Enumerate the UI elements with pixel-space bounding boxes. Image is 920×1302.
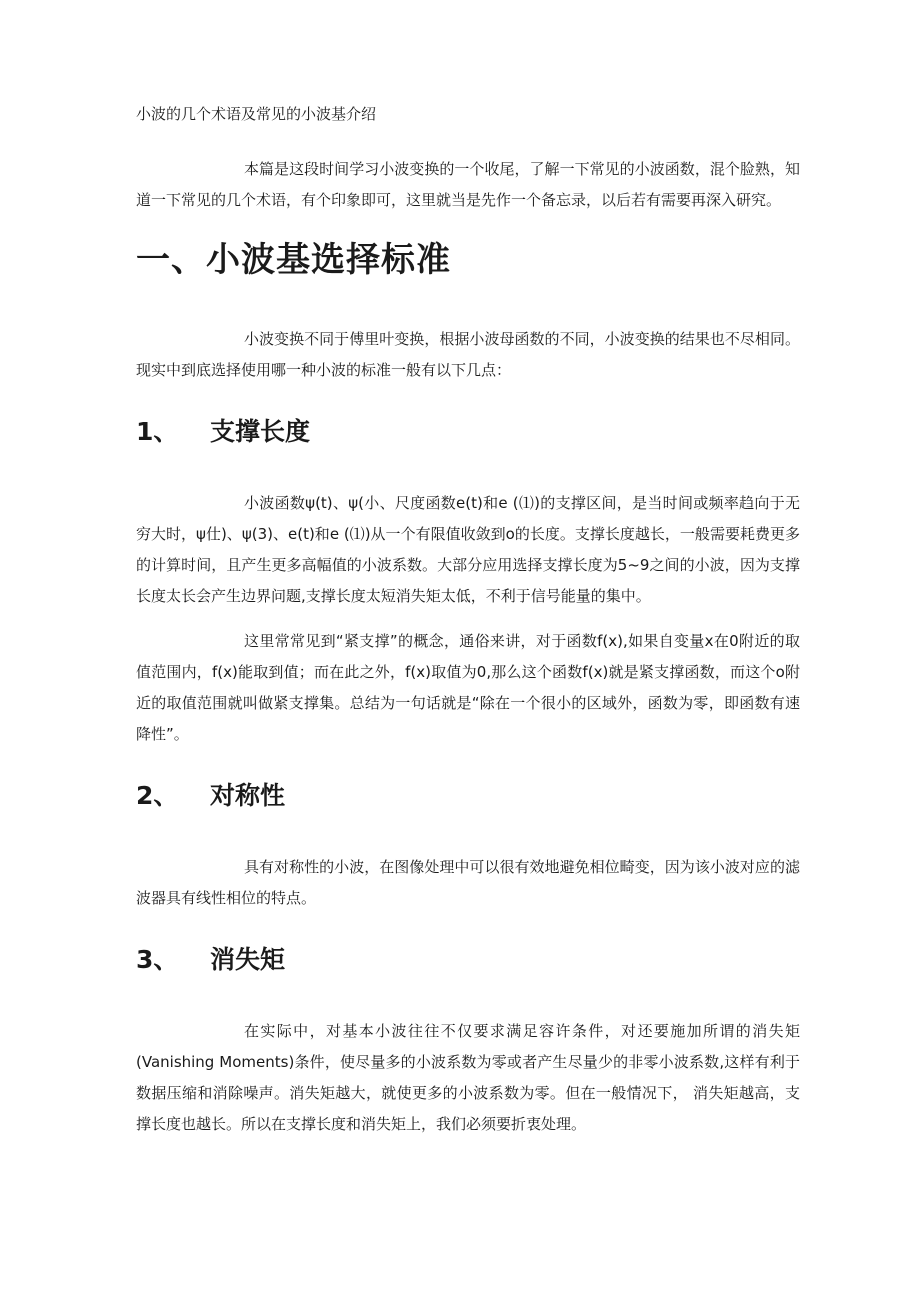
support-length-paragraph: 小波函数ψ(t)、ψ(小、尺度函数e(t)和e (⑴)的支撑区间，是当时间或频率趋向于无穷大时，ψ仕)、ψ(3)、e(t)和e (⑴)从一个有限值收敛到o的长度。支撑长度越长，一般需要耗费更多的计算时间，且产生更多高幅值的小波系数。大部分应用选择支撑长度为5~9之间的小波，因为支撑长度太长会产生边界问题,支撑长度太短消失矩太低，不利于信号能量的集中。 [136, 494, 800, 605]
vanishing-moments-paragraph: 在实际中，对基本小波往往不仅要求满足容许条件，对还要施加所谓的消失矩(Vanishing Moments)条件，使尽量多的小波系数为零或者产生尽量少的非零小波系数,这样有利于数据压缩和消除噪声。消失矩越大，就使更多的小波系数为零。但在一般情况下， 消失矩越高，支撑长度也越长。所以在支撑长度和消失矩上，我们必须要折衷处理。 [136, 1022, 800, 1133]
symmetry-paragraph: 具有对称性的小波，在图像处理中可以很有效地避免相位畸变，因为该小波对应的滤波器具有线性相位的特点。 [136, 858, 800, 907]
document-title: 小波的几个术语及常见的小波基介绍 [136, 105, 377, 123]
subheading-text: 对称性 [210, 781, 286, 810]
subheading-text: 支撑长度 [210, 417, 311, 446]
section-intro-paragraph: 小波变换不同于傅里叶变换，根据小波母函数的不同，小波变换的结果也不尽相同。现实中到底选择使用哪一种小波的标准一般有以下几点： [136, 330, 800, 379]
subheading-vanishing-moments [136, 942, 800, 978]
section-heading-wavelet-selection: 一、小波基选择标准 [136, 240, 451, 280]
subheading-text: 消失矩 [210, 945, 286, 974]
document-body [136, 100, 800, 1140]
subheading-number: 2、 [136, 781, 179, 810]
subheading-symmetry [136, 778, 800, 814]
subheading-number: 3、 [136, 945, 179, 974]
intro-paragraph: 本篇是这段时间学习小波变换的一个收尾，了解一下常见的小波函数，混个脸熟，知道一下常见的几个术语，有个印象即可，这里就当是先作一个备忘录，以后若有需要再深入研究。 [136, 160, 800, 209]
compact-support-paragraph: 这里常常见到“紧支撑”的概念，通俗来讲，对于函数f(x),如果自变量x在0附近的取值范围内，f(x)能取到值；而在此之外，f(x)取值为0,那么这个函数f(x)就是紧支撑函数，而这个o附近的取值范围就叫做紧支撑集。总结为一句话就是“除在一个很小的区域外，函数为零，即函数有速降性”。 [136, 632, 800, 743]
subheading-number: 1、 [136, 417, 179, 446]
subheading-support-length [136, 414, 800, 450]
